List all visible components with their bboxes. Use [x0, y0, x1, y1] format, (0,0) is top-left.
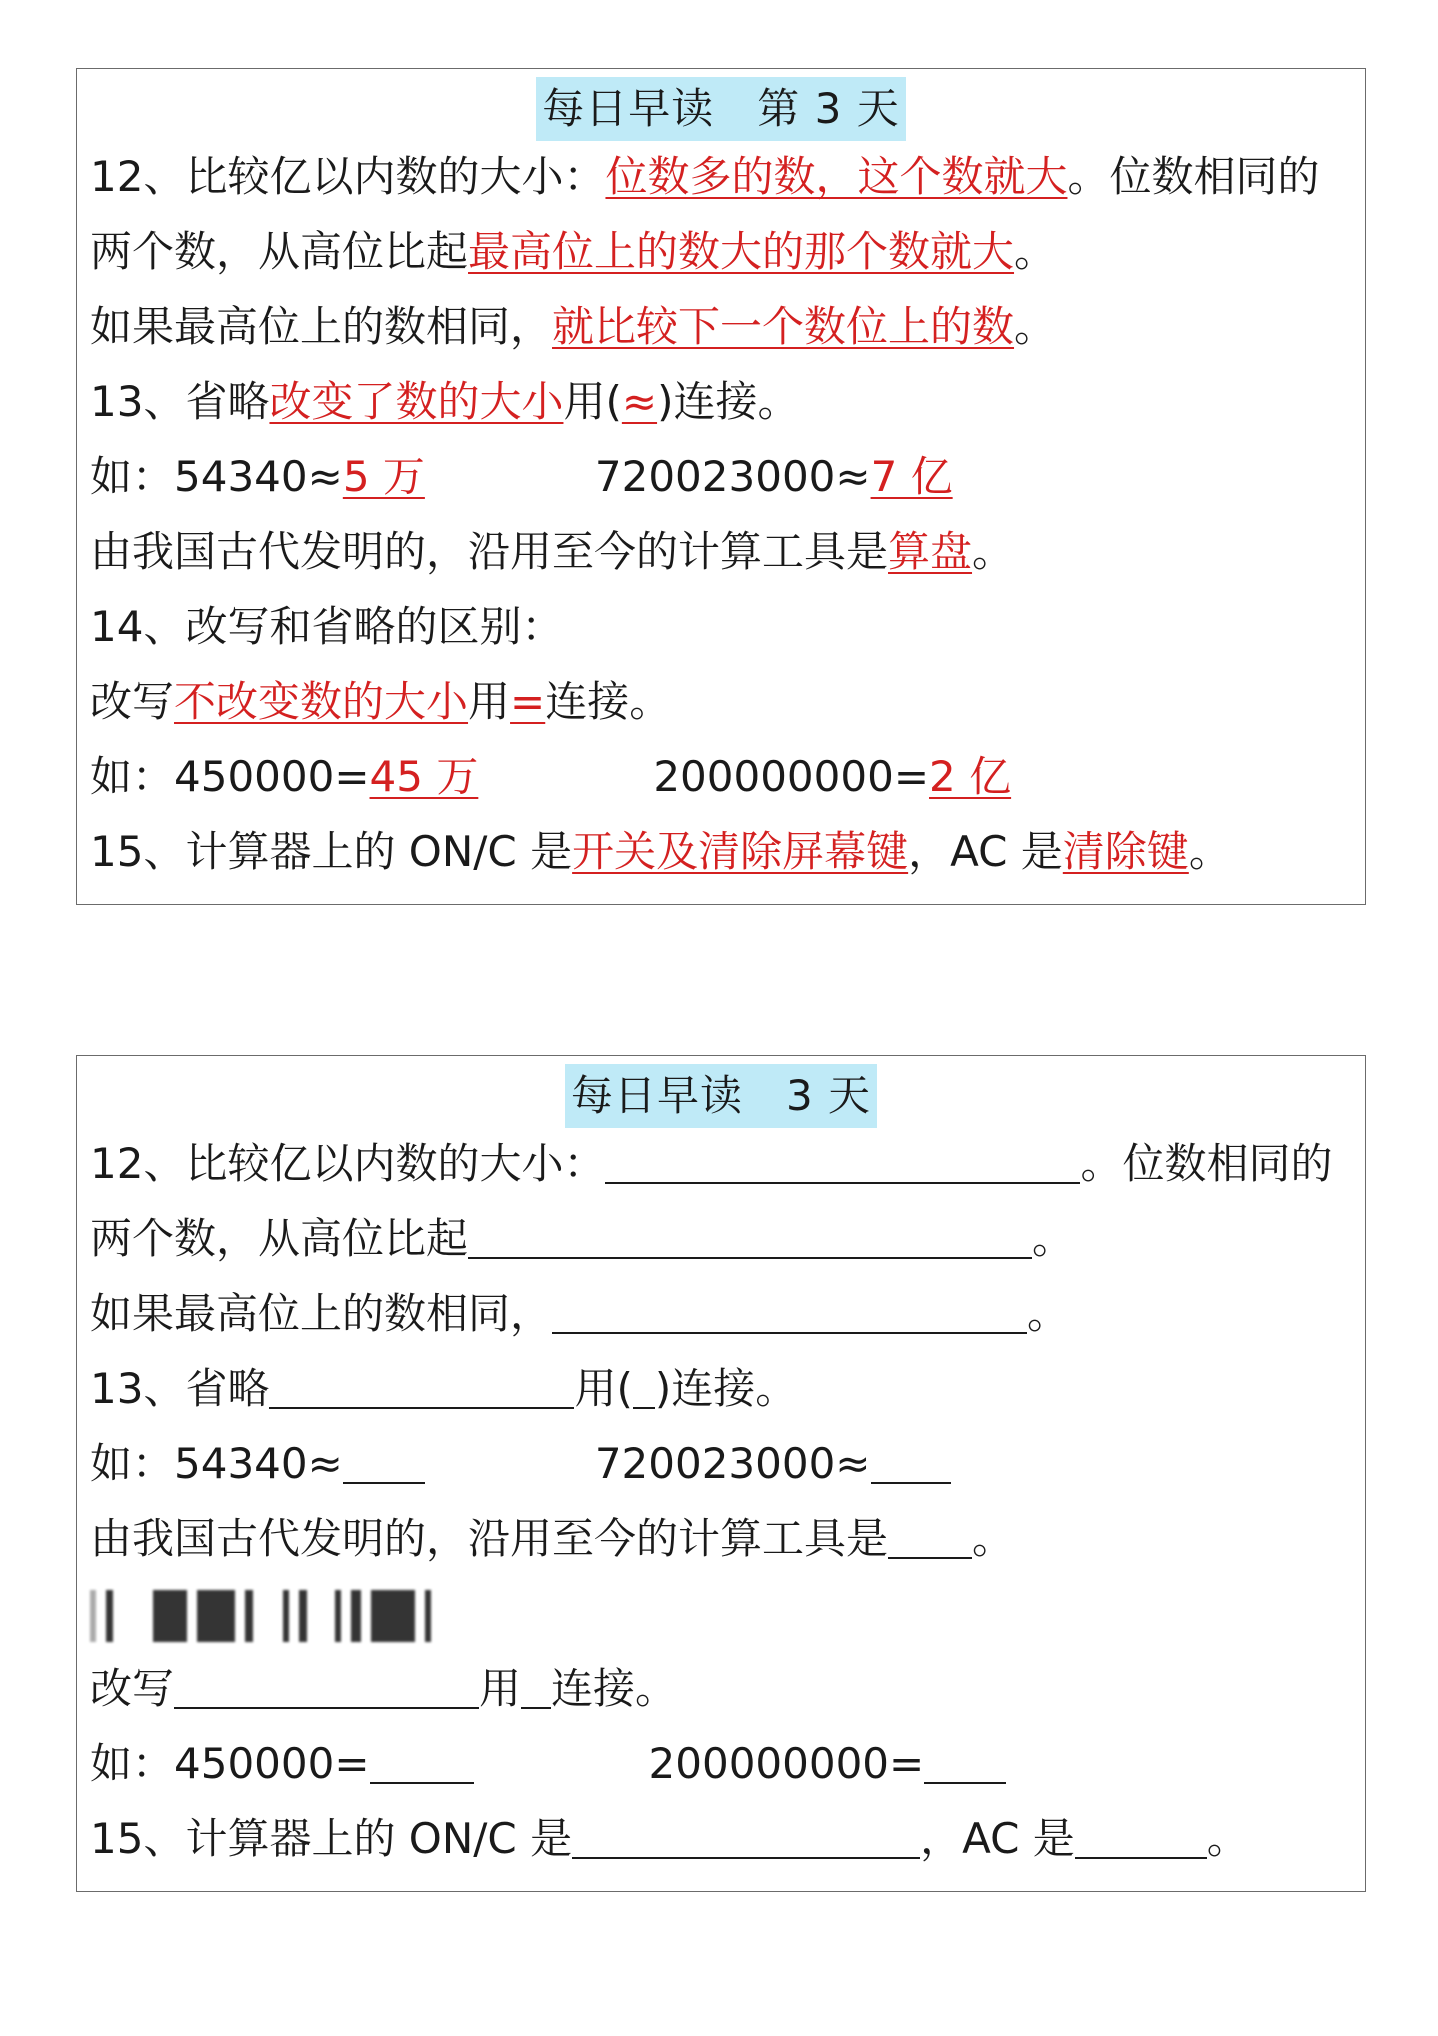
- obscured-line-14: [90, 1584, 530, 1646]
- answer-blank[interactable]: [468, 1213, 1032, 1259]
- line-14-difference: [90, 597, 563, 657]
- text: 用(: [563, 377, 622, 426]
- text: 。: [972, 527, 1015, 576]
- line-12-same-high-digit: [90, 1284, 1069, 1344]
- answer-blank[interactable]: [572, 1813, 920, 1859]
- answer: 就比较下一个数位上的数: [552, 302, 1015, 351]
- line-abacus: [90, 522, 1014, 582]
- line-12-same-high-digit: [90, 297, 1056, 357]
- answer-blank[interactable]: [888, 1513, 972, 1559]
- text: 如果最高位上的数相同，: [90, 302, 553, 351]
- text: 用(: [574, 1364, 633, 1413]
- text: 如果最高位上的数相同，: [90, 1289, 553, 1338]
- text: 。: [1014, 227, 1057, 276]
- text: 改写: [90, 1664, 175, 1713]
- answer-blank[interactable]: [174, 1663, 479, 1709]
- answer-blank[interactable]: [924, 1738, 1006, 1784]
- text: 。: [1032, 1214, 1075, 1263]
- answer: 不改变数的大小: [174, 677, 469, 726]
- text: 如：54340≈: [90, 1439, 343, 1488]
- line-12-compare: [90, 147, 1319, 207]
- text: 720023000≈: [594, 1439, 871, 1488]
- text: 。: [1206, 1814, 1249, 1863]
- reading-card-blanks: [76, 1055, 1366, 1892]
- card-title-wrap: [77, 1064, 1365, 1132]
- redaction-mark: [351, 1590, 361, 1642]
- answer: 清除键: [1062, 827, 1189, 876]
- answer-blank[interactable]: [605, 1138, 1080, 1184]
- line-14-example: [90, 747, 1011, 807]
- text: 。: [1027, 1289, 1070, 1338]
- text: 两个数，从高位比起: [90, 227, 469, 276]
- text: )连接。: [657, 377, 800, 426]
- line-abacus: [90, 1509, 1014, 1569]
- text: 720023000≈: [594, 452, 871, 501]
- answer: 算盘: [888, 527, 973, 576]
- text: ，AC 是: [908, 827, 1063, 876]
- answer-blank[interactable]: [633, 1363, 655, 1409]
- answer-blank[interactable]: [343, 1438, 425, 1484]
- line-13-omit: [90, 372, 799, 432]
- answer-blank[interactable]: [370, 1738, 474, 1784]
- text: 由我国古代发明的，沿用至今的计算工具是: [90, 1514, 889, 1563]
- text: 如：450000=: [90, 1739, 370, 1788]
- reading-card-answers: [76, 68, 1366, 905]
- text: 200000000=: [648, 1739, 925, 1788]
- card-title: 每日早读 3 天: [565, 1064, 877, 1128]
- text: 。: [972, 1514, 1015, 1563]
- answer: =: [510, 677, 546, 726]
- answer-blank[interactable]: [1075, 1813, 1207, 1859]
- redaction-mark: [153, 1590, 187, 1642]
- answer-blank[interactable]: [552, 1288, 1027, 1334]
- text: 两个数，从高位比起: [90, 1214, 469, 1263]
- redaction-mark: [245, 1590, 253, 1642]
- text: 连接。: [545, 677, 672, 726]
- answer-blank[interactable]: [871, 1438, 951, 1484]
- redaction-mark: [425, 1590, 431, 1642]
- line-15-calculator: [90, 1809, 1249, 1869]
- redaction-mark: [371, 1590, 415, 1642]
- redaction-mark: [197, 1590, 235, 1642]
- line-14-example: [90, 1734, 1006, 1794]
- text: 如：450000=: [90, 752, 370, 801]
- text: 。: [1014, 302, 1057, 351]
- line-13-example: [90, 1434, 951, 1494]
- text: 用: [479, 1664, 522, 1713]
- text: 改写: [90, 677, 175, 726]
- text: )连接。: [654, 1364, 798, 1413]
- text: 。: [1188, 827, 1231, 876]
- answer-blank[interactable]: [521, 1663, 551, 1709]
- line-12-compare: [90, 1134, 1332, 1194]
- text: 由我国古代发明的，沿用至今的计算工具是: [90, 527, 889, 576]
- text: 12、比较亿以内数的大小：: [90, 1139, 606, 1188]
- redaction-mark: [283, 1590, 289, 1642]
- answer: 最高位上的数大的那个数就大: [468, 227, 1015, 276]
- answer: 5 万: [342, 452, 425, 501]
- redaction-mark: [335, 1590, 341, 1642]
- line-13-omit: [90, 1359, 797, 1419]
- text: 连接。: [551, 1664, 678, 1713]
- line-14-rewrite: [90, 1659, 677, 1719]
- line-14-rewrite: [90, 672, 671, 732]
- redaction-mark: [90, 1590, 96, 1642]
- answer: 改变了数的大小: [269, 377, 564, 426]
- line-12-high-digit: [90, 1209, 1074, 1269]
- text: 如：54340≈: [90, 452, 343, 501]
- card-title: 每日早读 第 3 天: [536, 77, 905, 141]
- answer: 45 万: [369, 752, 479, 801]
- answer: ≈: [621, 377, 658, 426]
- text: 。位数相同的: [1067, 152, 1320, 201]
- line-15-calculator: [90, 822, 1231, 882]
- text: 13、省略: [90, 1364, 270, 1413]
- answer: 位数多的数，这个数就大: [605, 152, 1068, 201]
- text: 200000000=: [653, 752, 930, 801]
- answer: 2 亿: [929, 752, 1012, 801]
- answer: 7 亿: [870, 452, 953, 501]
- text: 15、计算器上的 ON/C 是: [90, 827, 573, 876]
- answer: 开关及清除屏幕键: [572, 827, 909, 876]
- text: 15、计算器上的 ON/C 是: [90, 1814, 573, 1863]
- line-13-example: [90, 447, 953, 507]
- text: 14、改写和省略的区别：: [90, 602, 564, 651]
- card-title-wrap: [77, 77, 1365, 145]
- line-12-high-digit: [90, 222, 1056, 282]
- text: 12、比较亿以内数的大小：: [90, 152, 606, 201]
- text: 用: [468, 677, 511, 726]
- text: ，AC 是: [920, 1814, 1075, 1863]
- text: 。位数相同的: [1080, 1139, 1333, 1188]
- redaction-mark: [106, 1590, 113, 1642]
- answer-blank[interactable]: [269, 1363, 574, 1409]
- redaction-mark: [299, 1590, 307, 1642]
- text: 13、省略: [90, 377, 270, 426]
